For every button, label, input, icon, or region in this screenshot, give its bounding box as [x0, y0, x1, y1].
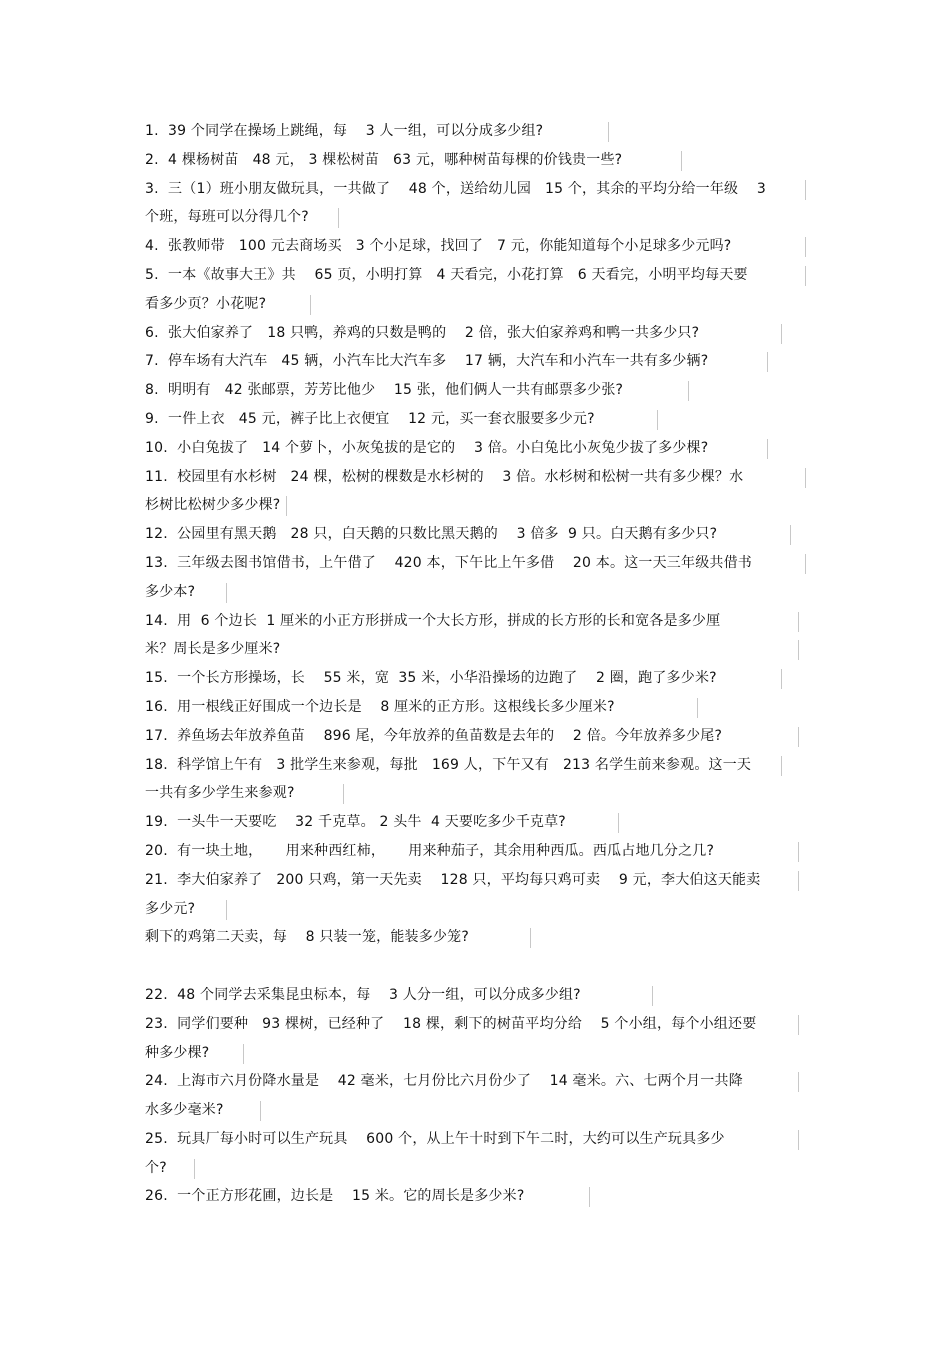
problem-text: 米？周长是多少厘米? — [145, 641, 281, 658]
problem-text: 19. 一头牛一天要吃 32 千克草。 2 头牛 4 天要吃多少千克草? — [145, 814, 566, 831]
problem-text: 个? — [145, 1159, 167, 1176]
problem-line — [145, 607, 805, 636]
line-end-mark — [798, 640, 799, 660]
problem-line — [145, 347, 805, 376]
problem-line — [145, 261, 805, 290]
problem-text: 20. 有一块土地， 用来种西红柿， 用来种茄子，其余用种西瓜。西瓜占地几分之几? — [145, 842, 715, 859]
problem-line — [145, 1067, 805, 1096]
line-end-mark — [194, 1159, 195, 1179]
line-end-mark — [805, 237, 806, 257]
problem-line — [145, 434, 805, 463]
line-end-mark — [798, 727, 799, 747]
line-end-mark — [798, 612, 799, 632]
line-end-mark — [338, 208, 339, 228]
line-end-mark — [243, 1044, 244, 1064]
problem-text: 杉树比松树少多少棵? — [145, 497, 281, 514]
line-end-mark — [805, 266, 806, 286]
problem-text: 21. 李大伯家养了 200 只鸡，第一天先卖 128 只，平均每只鸡可卖 9 元，李大伯这天能卖 — [145, 871, 761, 888]
line-end-mark — [767, 439, 768, 459]
line-end-mark — [286, 496, 287, 516]
line-end-mark — [618, 813, 619, 833]
problem-text: 12. 公园里有黑天鹅 28 只，白天鹅的只数比黑天鹅的 3 倍多 9 只。白天鹅有多少只? — [145, 526, 718, 543]
problem-line — [145, 635, 805, 664]
problem-text: 22. 48 个同学去采集昆虫标本，每 3 人分一组，可以分成多少组? — [145, 986, 581, 1003]
problem-text: 23. 同学们要种 93 棵树，已经种了 18 棵，剩下的树苗平均分给 5 个小组，每个小组还要 — [145, 1015, 757, 1032]
problem-text: 水多少毫米? — [145, 1102, 224, 1119]
line-end-mark — [781, 669, 782, 689]
problem-text: 种多少棵? — [145, 1044, 210, 1061]
problem-line — [145, 751, 805, 780]
line-end-mark — [805, 180, 806, 200]
problem-line — [145, 923, 805, 952]
problem-text: 13. 三年级去图书馆借书，上午借了 420 本，下午比上午多借 20 本。这一天三年级共借书 — [145, 554, 753, 571]
line-end-mark — [657, 410, 658, 430]
problem-line — [145, 1096, 805, 1125]
problem-text: 多少本? — [145, 583, 196, 600]
line-end-mark — [652, 986, 653, 1006]
line-end-mark — [688, 381, 689, 401]
problem-line — [145, 981, 805, 1010]
problem-text: 18. 科学馆上午有 3 批学生来参观，每批 169 人，下午又有 213 名学生前来参观。这一天 — [145, 756, 752, 773]
problem-line — [145, 1010, 805, 1039]
problem-line — [145, 895, 805, 924]
line-end-mark — [798, 1072, 799, 1092]
line-end-mark — [697, 698, 698, 718]
problem-text: 15. 一个长方形操场，长 55 米，宽 35 米，小华沿操场的边跑了 2 圈，跑了多少米? — [145, 670, 717, 687]
line-end-mark — [798, 1130, 799, 1150]
line-end-mark — [805, 554, 806, 574]
problem-text: 看多少页？小花呢? — [145, 295, 267, 312]
problem-text: 25. 玩具厂每小时可以生产玩具 600 个，从上午十时到下午二时，大约可以生产玩具多少 — [145, 1130, 725, 1147]
problem-line — [145, 175, 805, 204]
problem-text: 17. 养鱼场去年放养鱼苗 896 尾，今年放养的鱼苗数是去年的 2 倍。今年放养多少尾? — [145, 727, 723, 744]
line-end-mark — [798, 871, 799, 891]
line-end-mark — [226, 900, 227, 920]
line-end-mark — [790, 525, 791, 545]
problem-line — [145, 578, 805, 607]
problem-line — [145, 722, 805, 751]
problem-line — [145, 146, 805, 175]
problem-line — [145, 693, 805, 722]
problem-line — [145, 1039, 805, 1068]
line-end-mark — [781, 756, 782, 776]
line-end-mark — [530, 928, 531, 948]
line-end-mark — [805, 468, 806, 488]
problem-text: 4. 张教师带 100 元去商场买 3 个小足球，找回了 7 元，你能知道每个小足球多少元吗? — [145, 238, 732, 255]
line-end-mark — [781, 324, 782, 344]
problem-text: 9. 一件上衣 45 元，裤子比上衣便宜 12 元，买一套衣服要多少元? — [145, 410, 595, 427]
problem-line — [145, 808, 805, 837]
line-end-mark — [343, 784, 344, 804]
section-gap — [145, 952, 805, 981]
problem-line — [145, 491, 805, 520]
problem-line — [145, 117, 805, 146]
problem-line — [145, 232, 805, 261]
line-end-mark — [681, 151, 682, 171]
problem-text: 14. 用 6 个边长 1 厘米的小正方形拼成一个大长方形，拼成的长方形的长和宽各是多少厘 — [145, 612, 721, 629]
problem-text: 3. 三（1）班小朋友做玩具，一共做了 48 个，送给幼儿园 15 个，其余的平均分给一年级 3 — [145, 180, 766, 197]
problem-line — [145, 203, 805, 232]
problem-list — [145, 117, 805, 1211]
problem-text: 一共有多少学生来参观? — [145, 785, 295, 802]
problem-line — [145, 290, 805, 319]
problem-line — [145, 866, 805, 895]
problem-line — [145, 1154, 805, 1183]
problem-text: 16. 用一根线正好围成一个边长是 8 厘米的正方形。这根线长多少厘米? — [145, 698, 615, 715]
line-end-mark — [260, 1101, 261, 1121]
problem-text: 剩下的鸡第二天卖，每 8 只装一笼，能装多少笼? — [145, 929, 469, 946]
problem-text: 11. 校园里有水杉树 24 棵，松树的棵数是水杉树的 3 倍。水杉树和松树一共有多少棵？水 — [145, 468, 744, 485]
problem-text: 个班，每班可以分得几个? — [145, 209, 309, 226]
problem-line — [145, 1182, 805, 1211]
problem-line — [145, 405, 805, 434]
problem-text: 8. 明明有 42 张邮票，芳芳比他少 15 张，他们俩人一共有邮票多少张? — [145, 382, 624, 399]
problem-text: 24. 上海市六月份降水量是 42 毫米，七月份比六月份少了 14 毫米。六、七两个月一共降 — [145, 1073, 743, 1090]
problem-text: 6. 张大伯家养了 18 只鸭，养鸡的只数是鸭的 2 倍，张大伯家养鸡和鸭一共多少只? — [145, 324, 700, 341]
problem-line — [145, 664, 805, 693]
problem-text: 7. 停车场有大汽车 45 辆，小汽车比大汽车多 17 辆，大汽车和小汽车一共有多少辆? — [145, 353, 709, 370]
problem-text: 10. 小白兔拔了 14 个萝卜，小灰兔拔的是它的 3 倍。小白兔比小灰兔少拔了多少棵? — [145, 439, 709, 456]
problem-line — [145, 319, 805, 348]
problem-line — [145, 779, 805, 808]
problem-line — [145, 1125, 805, 1154]
problem-line — [145, 837, 805, 866]
problem-text: 多少元? — [145, 900, 196, 917]
line-end-mark — [798, 1015, 799, 1035]
problem-line — [145, 463, 805, 492]
problem-text: 5. 一本《故事大王》共 65 页，小明打算 4 天看完，小花打算 6 天看完，小明平均每天要 — [145, 266, 748, 283]
line-end-mark — [310, 295, 311, 315]
problem-text: 2. 4 棵杨树苗 48 元， 3 棵松树苗 63 元，哪种树苗每棵的价钱贵一些? — [145, 151, 623, 168]
line-end-mark — [589, 1187, 590, 1207]
problem-line — [145, 376, 805, 405]
line-end-mark — [608, 122, 609, 142]
line-end-mark — [798, 842, 799, 862]
problem-line — [145, 520, 805, 549]
problem-text: 26. 一个正方形花圃，边长是 15 米。它的周长是多少米? — [145, 1188, 525, 1205]
line-end-mark — [767, 352, 768, 372]
problem-text: 1. 39 个同学在操场上跳绳，每 3 人一组，可以分成多少组? — [145, 123, 544, 139]
problem-line — [145, 549, 805, 578]
line-end-mark — [226, 583, 227, 603]
